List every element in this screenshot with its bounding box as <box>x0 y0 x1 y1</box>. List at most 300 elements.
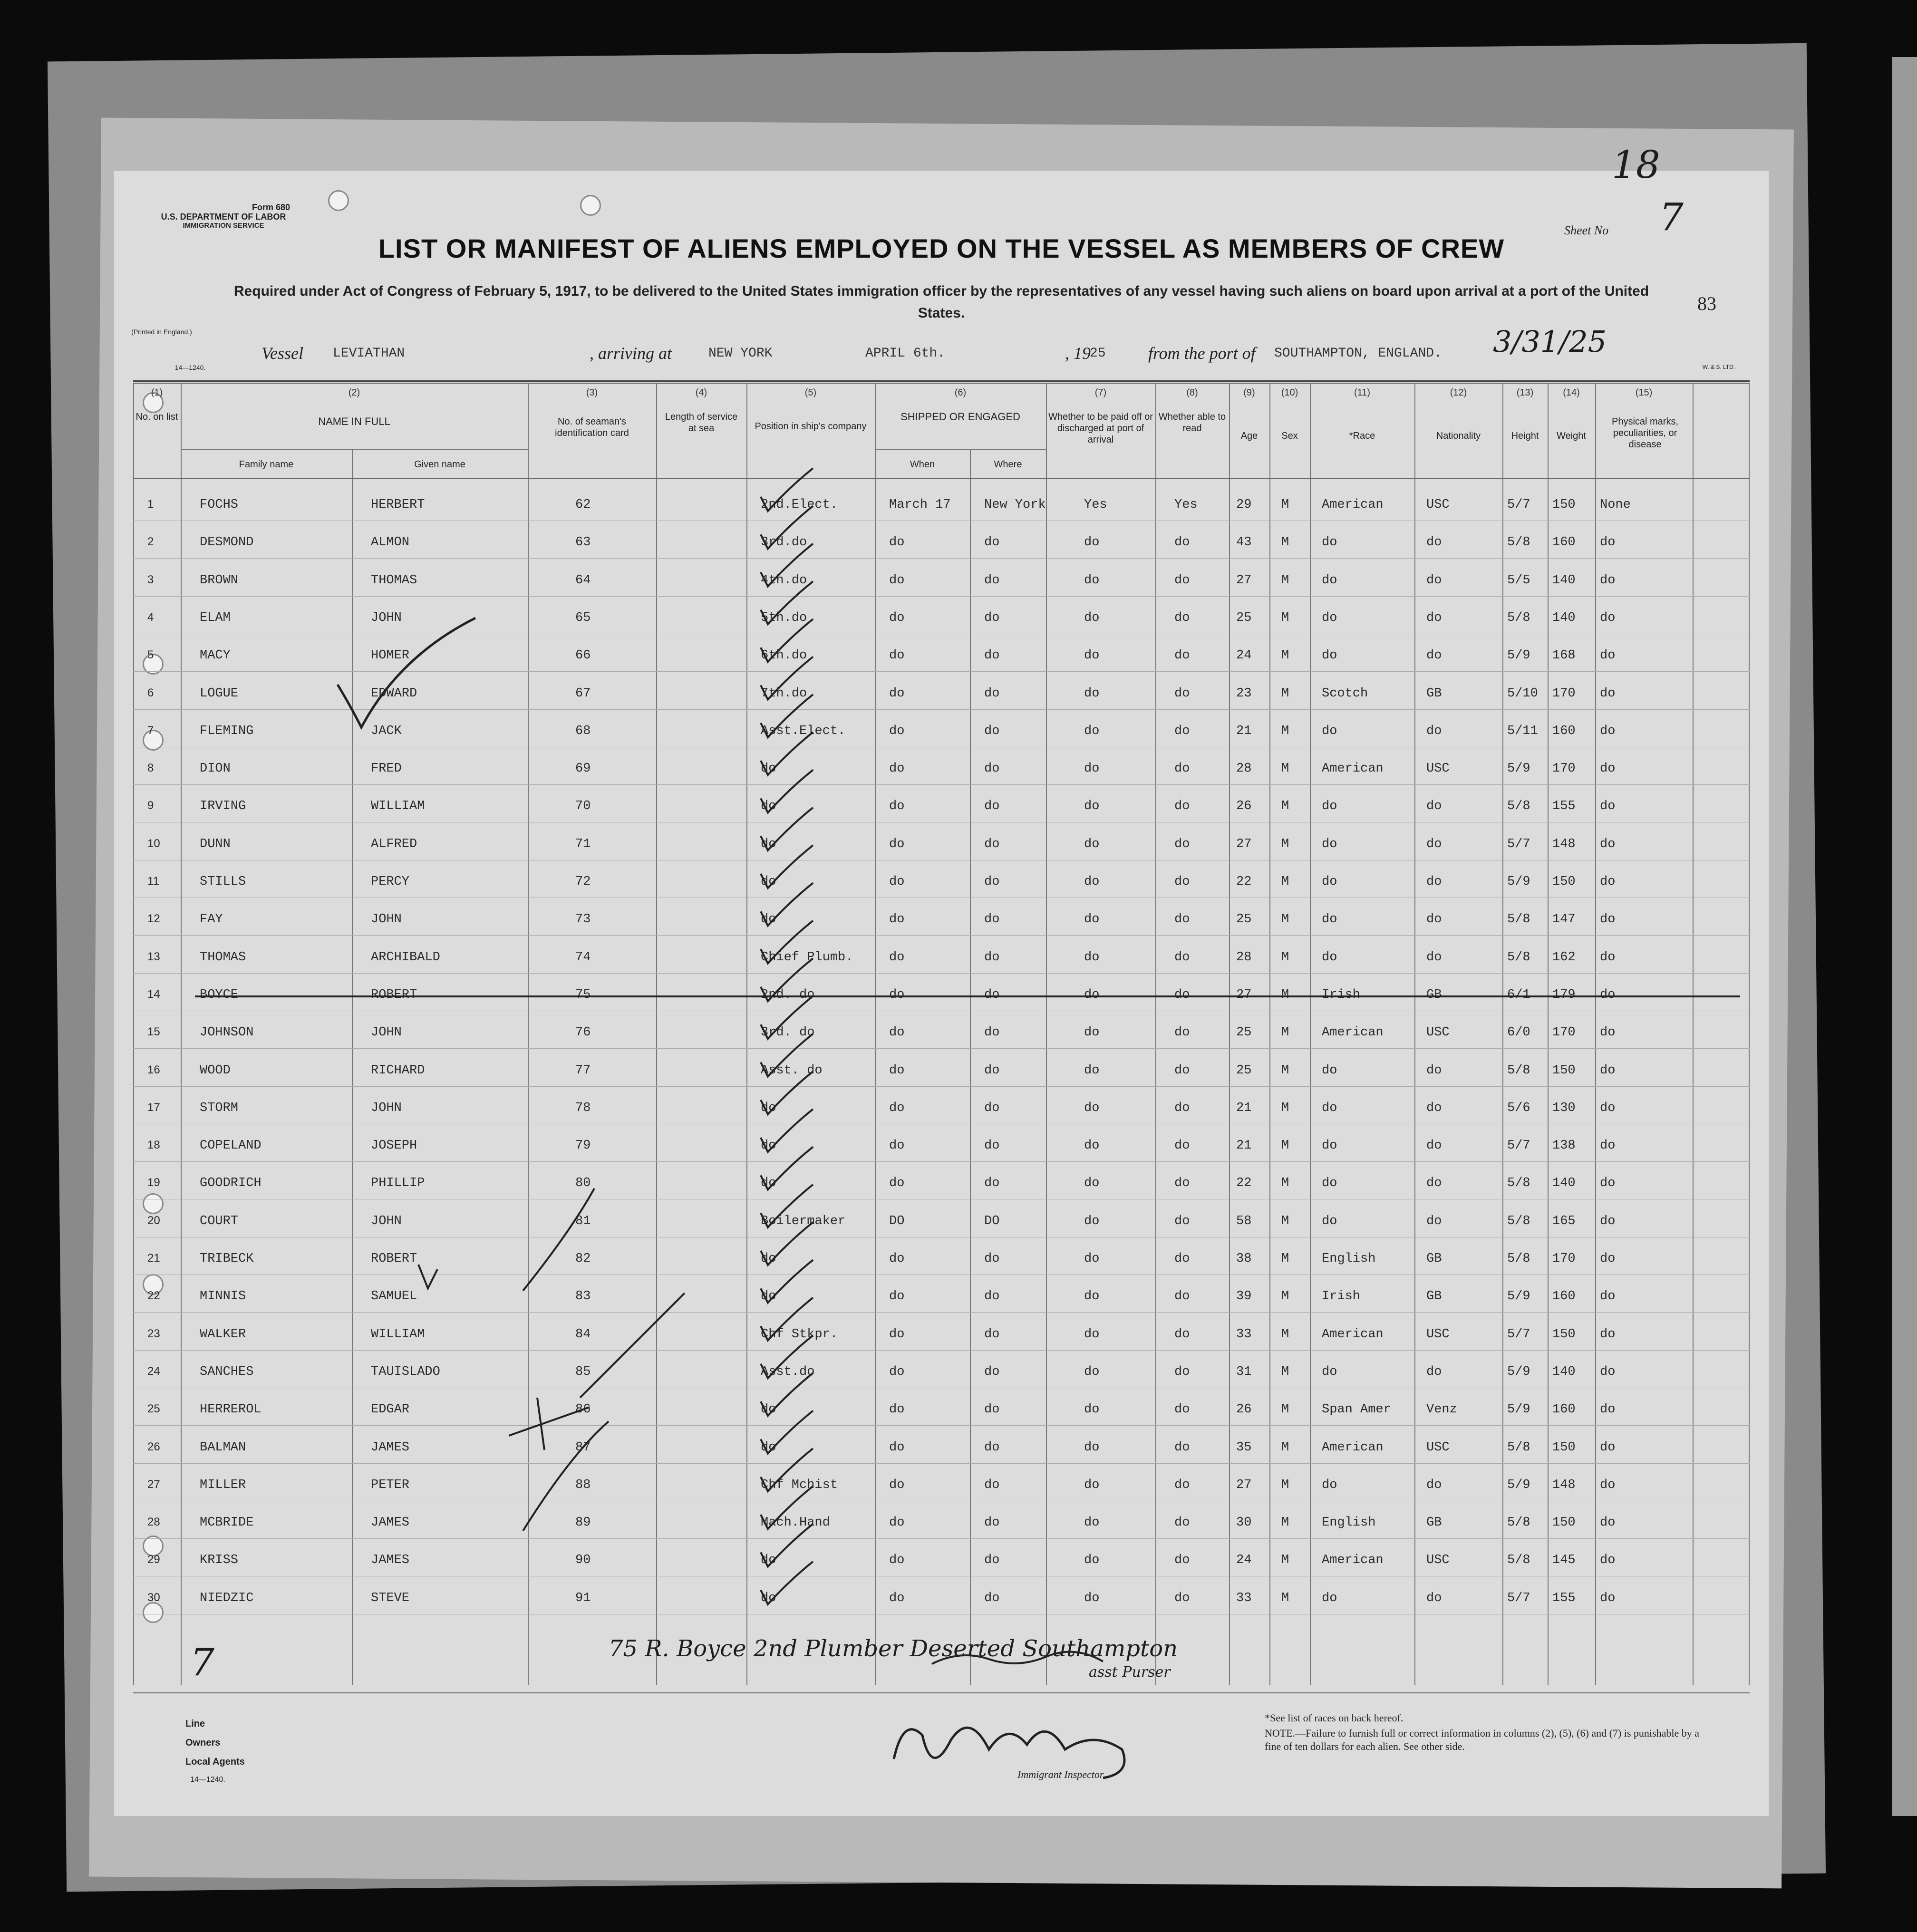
cell-read: do <box>1174 1402 1190 1417</box>
cell-race: do <box>1322 1101 1337 1115</box>
check-mark <box>761 1147 813 1189</box>
cell-height: 5/9 <box>1507 1289 1530 1304</box>
cell-sex: M <box>1281 1516 1289 1530</box>
form-code: 14—1240. <box>174 364 206 371</box>
check-mark <box>761 1072 813 1114</box>
cell-card: 85 <box>575 1364 591 1379</box>
cell-weight: 165 <box>1552 1214 1576 1228</box>
check-mark-diagonal <box>523 1421 609 1531</box>
cell-family: KRISS <box>200 1553 239 1568</box>
col-11-header: *Race <box>1349 431 1375 441</box>
cell-card: 74 <box>575 950 591 965</box>
cell-position: Mach.Hand <box>761 1516 830 1530</box>
cell-sex: M <box>1281 1478 1289 1492</box>
check-mark-large <box>338 618 475 727</box>
cell-marks: do <box>1600 1478 1616 1492</box>
cell-race: do <box>1322 950 1337 965</box>
cell-paid: do <box>1084 573 1100 588</box>
cell-weight: 140 <box>1552 573 1576 588</box>
cell-height: 5/11 <box>1507 724 1538 738</box>
cell-read: do <box>1174 1478 1190 1492</box>
cell-paid: do <box>1084 1101 1100 1115</box>
cell-marks: do <box>1600 686 1616 701</box>
cell-read: do <box>1174 1101 1190 1115</box>
cell-card: 89 <box>575 1516 591 1530</box>
cell-read: do <box>1174 1364 1190 1379</box>
cell-position: do <box>761 912 776 927</box>
cell-age: 27 <box>1236 987 1252 1002</box>
cell-weight: 140 <box>1552 610 1576 625</box>
cell-given: JACK <box>371 724 402 738</box>
col-10-number: (10) <box>1281 387 1298 398</box>
when-header: When <box>910 459 935 470</box>
cross-mark <box>509 1398 590 1450</box>
cell-read: do <box>1174 875 1190 889</box>
cell-nat: Venz <box>1426 1402 1457 1417</box>
cell-age: 27 <box>1236 1478 1252 1492</box>
cell-position: Asst. do <box>761 1063 823 1078</box>
cell-card: 87 <box>575 1440 591 1455</box>
cell-height: 5/8 <box>1507 535 1530 550</box>
cell-when: do <box>889 875 905 889</box>
cell-position: 6th.do <box>761 648 807 663</box>
cell-given: ARCHIBALD <box>371 950 440 965</box>
cell-given: JAMES <box>371 1440 410 1455</box>
cell-weight: 145 <box>1552 1553 1576 1568</box>
cell-when: do <box>889 535 905 550</box>
cell-weight: 179 <box>1552 987 1576 1002</box>
cell-when: do <box>889 573 905 588</box>
cell-nat: do <box>1426 912 1442 927</box>
cell-race: do <box>1322 1139 1337 1153</box>
cell-marks: do <box>1600 1591 1616 1605</box>
cell-weight: 140 <box>1552 1364 1576 1379</box>
cell-given: ROBERT <box>371 1252 417 1266</box>
cell-age: 28 <box>1236 950 1252 965</box>
arrival-year: 25 <box>1090 346 1106 361</box>
manifest-subtitle: Required under Act of Congress of February 5, 1917, to be delivered to the United States immigration officer by the representatives of any vessel having such aliens on board upon arrival at a port of the United States. <box>233 283 1649 321</box>
cell-given: HOMER <box>371 648 410 663</box>
cell-family: THOMAS <box>200 950 246 965</box>
from-port-label: from the port of <box>1148 344 1256 363</box>
cell-height: 5/9 <box>1507 1364 1530 1379</box>
check-mark <box>761 1373 813 1416</box>
cell-no: 8 <box>147 762 154 775</box>
cell-where: do <box>984 1364 1000 1379</box>
cell-card: 68 <box>575 724 591 738</box>
cell-given: JOHN <box>371 1101 402 1115</box>
cell-read: do <box>1174 1440 1190 1455</box>
cell-read: do <box>1174 987 1190 1002</box>
cell-given: EDWARD <box>371 686 417 701</box>
col-7-header: Whether to be paid off or discharged at port of arrival <box>1048 412 1153 445</box>
cell-card: 77 <box>575 1063 591 1078</box>
sheet-no: 7 <box>1659 195 1684 239</box>
cell-height: 5/8 <box>1507 799 1530 814</box>
cell-age: 25 <box>1236 1025 1252 1040</box>
cell-no: 16 <box>147 1063 160 1076</box>
check-mark <box>761 506 813 549</box>
cell-no: 3 <box>147 573 154 586</box>
cell-weight: 170 <box>1552 1025 1576 1040</box>
cell-no: 27 <box>147 1478 160 1491</box>
cell-when: do <box>889 1101 905 1115</box>
cell-marks: do <box>1600 1025 1616 1040</box>
cell-no: 18 <box>147 1139 160 1152</box>
cell-weight: 138 <box>1552 1139 1576 1153</box>
cell-where: do <box>984 686 1000 701</box>
cell-age: 27 <box>1236 837 1252 851</box>
cell-race: do <box>1322 610 1337 625</box>
cell-height: 6/1 <box>1507 987 1530 1002</box>
col-8-header: Whether able to read <box>1158 412 1226 434</box>
cell-where: New York <box>984 498 1046 512</box>
cell-weight: 148 <box>1552 837 1576 851</box>
cell-position: do <box>761 837 776 851</box>
cell-age: 39 <box>1236 1289 1252 1304</box>
cell-nat: do <box>1426 1591 1442 1605</box>
cell-given: STEVE <box>371 1591 410 1605</box>
sheet-no-label: Sheet No <box>1564 223 1609 237</box>
cell-sex: M <box>1281 535 1289 550</box>
check-mark <box>761 1185 813 1227</box>
cell-sex: M <box>1281 799 1289 814</box>
cell-paid: do <box>1084 535 1100 550</box>
arrival-date: APRIL 6th. <box>865 346 946 361</box>
col-6-number: (6) <box>954 387 967 398</box>
cell-given: TAUISLADO <box>371 1364 440 1379</box>
cell-when: do <box>889 724 905 738</box>
cell-paid: do <box>1084 1516 1100 1530</box>
col-15-header: Physical marks, peculiarities, or disease <box>1611 416 1679 450</box>
cell-given: THOMAS <box>371 573 417 588</box>
cell-race: American <box>1322 1327 1384 1342</box>
cell-height: 5/9 <box>1507 1478 1530 1492</box>
cell-marks: do <box>1600 837 1616 851</box>
cell-when: do <box>889 1252 905 1266</box>
cell-paid: do <box>1084 1364 1100 1379</box>
cell-nat: GB <box>1426 1516 1442 1530</box>
cell-age: 21 <box>1236 1101 1252 1115</box>
cell-given: SAMUEL <box>371 1289 417 1304</box>
printer-note: (Printed in England.) <box>131 328 192 336</box>
cell-card: 86 <box>575 1402 591 1417</box>
owners-label: Owners <box>185 1738 221 1748</box>
check-mark <box>761 581 813 624</box>
cell-height: 5/5 <box>1507 573 1530 588</box>
corner-mark: 18 <box>1612 143 1660 187</box>
cell-weight: 147 <box>1552 912 1576 927</box>
cell-family: BOYCE <box>200 987 239 1002</box>
vessel-label: Vessel <box>261 344 303 363</box>
cell-nat: do <box>1426 1101 1442 1115</box>
cell-height: 5/6 <box>1507 1101 1530 1115</box>
cell-family: FLEMING <box>200 724 254 738</box>
cell-no: 19 <box>147 1176 160 1189</box>
cell-race: English <box>1322 1252 1376 1266</box>
cell-position: Chf Stkpr. <box>761 1327 838 1342</box>
cell-nat: USC <box>1426 1025 1450 1040</box>
cell-card: 90 <box>575 1553 591 1568</box>
cell-weight: 160 <box>1552 1289 1576 1304</box>
cell-position: do <box>761 875 776 889</box>
cell-family: STORM <box>200 1101 239 1115</box>
cell-read: do <box>1174 799 1190 814</box>
cell-marks: do <box>1600 950 1616 965</box>
cell-paid: do <box>1084 875 1100 889</box>
col-9-number: (9) <box>1243 387 1255 398</box>
cell-when: do <box>889 610 905 625</box>
cell-height: 5/8 <box>1507 1176 1530 1191</box>
cell-when: do <box>889 950 905 965</box>
cell-height: 5/8 <box>1507 1516 1530 1530</box>
cell-no: 29 <box>147 1553 160 1566</box>
cell-age: 38 <box>1236 1252 1252 1266</box>
cell-where: do <box>984 1139 1000 1153</box>
cell-read: do <box>1174 573 1190 588</box>
cell-position: 4th.do <box>761 573 807 588</box>
cell-height: 5/7 <box>1507 1139 1530 1153</box>
cell-when: do <box>889 1327 905 1342</box>
cell-height: 5/7 <box>1507 837 1530 851</box>
cell-given: FRED <box>371 762 402 776</box>
col-15-number: (15) <box>1635 387 1653 398</box>
cell-nat: do <box>1426 573 1442 588</box>
cell-read: do <box>1174 1176 1190 1191</box>
col-14-header: Weight <box>1557 431 1586 441</box>
cell-age: 26 <box>1236 799 1252 814</box>
col-13-header: Height <box>1511 431 1539 441</box>
cell-given: JAMES <box>371 1553 410 1568</box>
cell-height: 5/7 <box>1507 1591 1530 1605</box>
service-name: IMMIGRATION SERVICE <box>183 222 264 230</box>
cell-sex: M <box>1281 1553 1289 1568</box>
cell-nat: USC <box>1426 1553 1450 1568</box>
cell-family: WOOD <box>200 1063 231 1078</box>
cell-when: do <box>889 912 905 927</box>
cell-no: 13 <box>147 950 160 963</box>
cell-when: do <box>889 1364 905 1379</box>
cell-race: do <box>1322 724 1337 738</box>
col-14-number: (14) <box>1563 387 1580 398</box>
cell-nat: USC <box>1426 498 1450 512</box>
cell-card: 62 <box>575 498 591 512</box>
cell-read: do <box>1174 1025 1190 1040</box>
cell-nat: do <box>1426 1478 1442 1492</box>
cell-age: 43 <box>1236 535 1252 550</box>
arriving-label: , arriving at <box>590 344 672 363</box>
cell-race: American <box>1322 1025 1384 1040</box>
cell-position: do <box>761 1139 776 1153</box>
cell-position: Asst.do <box>761 1364 815 1379</box>
check-mark <box>761 695 813 737</box>
cell-sex: M <box>1281 762 1289 776</box>
cell-paid: do <box>1084 762 1100 776</box>
cell-paid: do <box>1084 987 1100 1002</box>
cell-marks: do <box>1600 1327 1616 1342</box>
cell-weight: 150 <box>1552 1516 1576 1530</box>
check-mark <box>761 845 813 888</box>
cell-read: Yes <box>1174 498 1198 512</box>
cell-nat: GB <box>1426 987 1442 1002</box>
cell-weight: 150 <box>1552 498 1576 512</box>
cell-position: do <box>761 1176 776 1191</box>
cell-when: do <box>889 762 905 776</box>
cell-given: PHILLIP <box>371 1176 425 1191</box>
cell-marks: do <box>1600 912 1616 927</box>
cell-weight: 160 <box>1552 724 1576 738</box>
cell-height: 6/0 <box>1507 1025 1530 1040</box>
cell-family: GOODRICH <box>200 1176 261 1191</box>
cell-card: 65 <box>575 610 591 625</box>
col-5-number: (5) <box>804 387 817 398</box>
cell-race: do <box>1322 648 1337 663</box>
cell-given: JOHN <box>371 610 402 625</box>
cell-card: 79 <box>575 1139 591 1153</box>
cell-nat: USC <box>1426 1327 1450 1342</box>
cell-family: SANCHES <box>200 1364 254 1379</box>
cell-age: 33 <box>1236 1591 1252 1605</box>
cell-weight: 150 <box>1552 1327 1576 1342</box>
cell-paid: do <box>1084 1553 1100 1568</box>
cell-nat: USC <box>1426 1440 1450 1455</box>
cell-card: 71 <box>575 837 591 851</box>
cell-race: Scotch <box>1322 686 1368 701</box>
cell-no: 17 <box>147 1101 160 1114</box>
signature-initials <box>932 1652 1103 1664</box>
cell-paid: do <box>1084 1440 1100 1455</box>
cell-paid: do <box>1084 1214 1100 1228</box>
cell-sex: M <box>1281 686 1289 701</box>
cell-sex: M <box>1281 950 1289 965</box>
family-name-header: Family name <box>239 459 294 470</box>
cell-race: American <box>1322 762 1384 776</box>
cell-where: do <box>984 950 1000 965</box>
cell-marks: do <box>1600 573 1616 588</box>
check-mark <box>761 468 813 511</box>
cell-family: MILLER <box>200 1478 246 1492</box>
cell-when: do <box>889 1440 905 1455</box>
cell-family: DUNN <box>200 837 231 851</box>
cell-sex: M <box>1281 837 1289 851</box>
cell-family: BROWN <box>200 573 239 588</box>
cell-sex: M <box>1281 1025 1289 1040</box>
cell-given: ALMON <box>371 535 410 550</box>
cell-race: do <box>1322 1364 1337 1379</box>
vessel-name: LEVIATHAN <box>333 346 405 361</box>
cell-weight: 155 <box>1552 1591 1576 1605</box>
cell-when: do <box>889 1478 905 1492</box>
cell-age: 25 <box>1236 610 1252 625</box>
col-4-header: Length of service at sea <box>665 412 738 434</box>
form-number: Form 680 <box>252 203 290 212</box>
cell-family: WALKER <box>200 1327 246 1342</box>
check-mark <box>761 1486 813 1529</box>
cell-age: 58 <box>1236 1214 1252 1228</box>
cell-where: do <box>984 1402 1000 1417</box>
cell-where: do <box>984 1176 1000 1191</box>
cell-paid: do <box>1084 1289 1100 1304</box>
cell-race: Span Amer <box>1322 1402 1391 1417</box>
cell-height: 5/8 <box>1507 1252 1530 1266</box>
cell-nat: do <box>1426 535 1442 550</box>
cell-where: do <box>984 573 1000 588</box>
cell-paid: do <box>1084 1402 1100 1417</box>
cell-nat: do <box>1426 1364 1442 1379</box>
where-header: Where <box>994 459 1022 470</box>
check-mark <box>761 657 813 700</box>
handwritten-marks <box>114 171 1769 1816</box>
cell-given: ROBERT <box>371 987 417 1002</box>
cell-age: 31 <box>1236 1364 1252 1379</box>
cell-where: do <box>984 1591 1000 1605</box>
cell-read: do <box>1174 950 1190 965</box>
check-mark-small <box>418 1265 437 1288</box>
desertion-note: 75 R. Boyce 2nd Plumber Deserted Southampton <box>609 1635 1178 1662</box>
cell-family: HERREROL <box>200 1402 261 1417</box>
cell-position: 2nd.Elect. <box>761 498 838 512</box>
cell-weight: 160 <box>1552 535 1576 550</box>
check-marks <box>761 468 813 1604</box>
cell-marks: do <box>1600 1553 1616 1568</box>
cell-where: do <box>984 987 1000 1002</box>
cell-paid: Yes <box>1084 498 1107 512</box>
cell-marks: do <box>1600 987 1616 1002</box>
cell-marks: do <box>1600 1176 1616 1191</box>
cell-position: do <box>761 762 776 776</box>
cell-card: 84 <box>575 1327 591 1342</box>
cell-given: EDGAR <box>371 1402 410 1417</box>
cell-given: JOSEPH <box>371 1139 417 1153</box>
cell-age: 22 <box>1236 875 1252 889</box>
cell-family: COURT <box>200 1214 239 1228</box>
cell-marks: do <box>1600 610 1616 625</box>
cell-height: 5/7 <box>1507 1327 1530 1342</box>
cell-read: do <box>1174 648 1190 663</box>
cell-when: do <box>889 686 905 701</box>
cell-height: 5/9 <box>1507 1402 1530 1417</box>
check-mark <box>761 1449 813 1491</box>
cell-sex: M <box>1281 498 1289 512</box>
cell-read: do <box>1174 1289 1190 1304</box>
cell-marks: do <box>1600 799 1616 814</box>
cell-card: 72 <box>575 875 591 889</box>
cell-given: WILLIAM <box>371 799 425 814</box>
cell-marks: do <box>1600 648 1616 663</box>
cell-no: 28 <box>147 1516 160 1529</box>
arrival-port: NEW YORK <box>708 346 773 361</box>
cell-family: MINNIS <box>200 1289 246 1304</box>
cell-sex: M <box>1281 987 1289 1002</box>
cell-sex: M <box>1281 1402 1289 1417</box>
cell-paid: do <box>1084 837 1100 851</box>
check-mark <box>761 1524 813 1566</box>
cell-position: do <box>761 1101 776 1115</box>
cell-card: 88 <box>575 1478 591 1492</box>
cell-where: DO <box>984 1214 1000 1228</box>
cell-read: do <box>1174 686 1190 701</box>
races-note: *See list of races on back hereof. <box>1265 1712 1404 1724</box>
col-8-number: (8) <box>1186 387 1198 398</box>
cell-when: do <box>889 648 905 663</box>
cell-marks: do <box>1600 762 1616 776</box>
cell-sex: M <box>1281 1440 1289 1455</box>
cell-weight: 140 <box>1552 1176 1576 1191</box>
col-11-number: (11) <box>1354 387 1371 398</box>
cell-given: ALFRED <box>371 837 417 851</box>
asst-purser-note: asst Purser <box>1089 1664 1171 1681</box>
cell-sex: M <box>1281 1327 1289 1342</box>
